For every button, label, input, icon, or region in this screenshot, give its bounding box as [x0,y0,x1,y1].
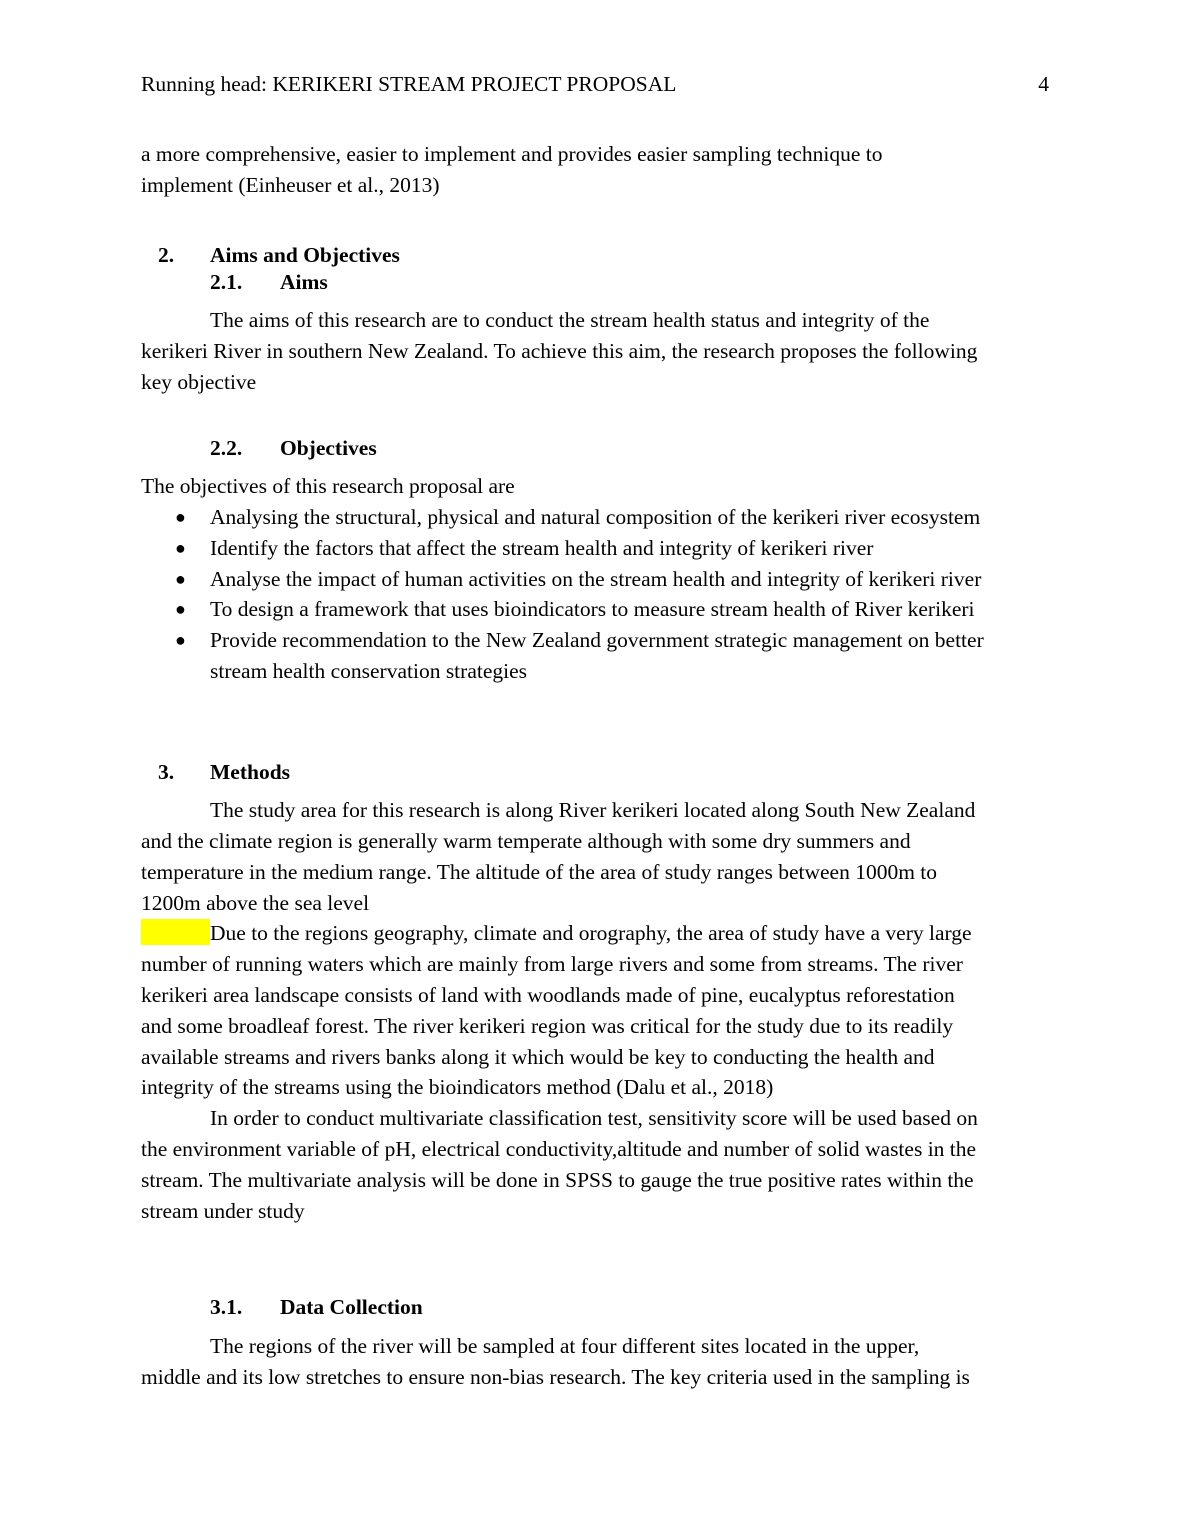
section-2-2-number: 2.2. [210,436,243,460]
methods-para2-line: number of running waters which are mainly from large rivers and some from streams. The river [141,952,963,976]
highlight-mark [141,919,210,945]
list-item: Analyse the impact of human activities on the stream health and integrity of kerikeri river [210,567,982,591]
methods-para2-line: integrity of the streams using the bioindicators method (Dalu et al., 2018) [141,1075,774,1099]
methods-para1-line: and the climate region is generally warm temperate although with some dry summers and [141,829,911,853]
section-2-heading: Aims and Objectives [210,243,400,267]
aims-line-1: The aims of this research are to conduct the stream health status and integrity of the [210,308,930,332]
section-2-number: 2. [158,243,175,267]
bullet-icon: ● [175,569,186,589]
aims-line-2: kerikeri River in southern New Zealand. To achieve this aim, the research proposes the following [141,339,978,363]
section-2-1-number: 2.1. [210,270,243,294]
bullet-icon: ● [175,630,186,650]
methods-para3-line: stream. The multivariate analysis will be done in SPSS to gauge the true positive rates within the [141,1168,974,1192]
section-2-1-heading: Aims [280,270,328,294]
section-3-1-number: 3.1. [210,1295,243,1319]
page-number: 4 [1038,72,1049,96]
section-2-2-heading: Objectives [280,436,377,460]
section-3-number: 3. [158,760,175,784]
data-collection-line-2: middle and its low stretches to ensure non-bias research. The key criteria used in the sampling is [141,1365,970,1389]
list-item: To design a framework that uses bioindicators to measure stream health of River kerikeri [210,597,975,621]
methods-para2-line: and some broadleaf forest. The river kerikeri region was critical for the study due to its readily [141,1014,954,1038]
list-item: Identify the factors that affect the stream health and integrity of kerikeri river [210,536,874,560]
methods-para2-line: Due to the regions geography, climate and orography, the area of study have a very large [210,921,972,945]
bullet-icon: ● [175,599,186,619]
intro-line-2: implement (Einheuser et al., 2013) [141,173,440,197]
section-3-1-heading: Data Collection [280,1295,423,1319]
aims-line-3: key objective [141,370,257,394]
running-header [141,71,1049,97]
methods-para2-line: available streams and rivers banks along it which would be key to conducting the health and [141,1045,935,1069]
list-item-continuation: stream health conservation strategies [210,659,528,683]
bullet-icon: ● [175,538,186,558]
section-3-heading: Methods [210,760,291,784]
bullet-icon: ● [175,507,186,527]
list-item: Provide recommendation to the New Zealand government strategic management on better [210,628,984,652]
methods-para3-line: the environment variable of pH, electrical conductivity,altitude and number of solid wastes in the [141,1137,977,1161]
methods-para1-line: 1200m above the sea level [141,891,370,915]
objectives-intro: The objectives of this research proposal are [141,474,515,498]
methods-para1-line: The study area for this research is along River kerikeri located along South New Zealand [210,798,976,822]
methods-para1-line: temperature in the medium range. The altitude of the area of study ranges between 1000m to [141,860,938,884]
methods-para3-line: stream under study [141,1199,305,1223]
data-collection-line-1: The regions of the river will be sampled at four different sites located in the upper, [210,1334,920,1358]
running-head-text: Running head: KERIKERI STREAM PROJECT PROPOSAL [141,72,677,96]
methods-para2-line: kerikeri area landscape consists of land with woodlands made of pine, eucalyptus reforestation [141,983,955,1007]
list-item: Analysing the structural, physical and natural composition of the kerikeri river ecosystem [210,505,981,529]
methods-para3-line: In order to conduct multivariate classification test, sensitivity score will be used based on [210,1106,978,1130]
intro-line-1: a more comprehensive, easier to implement and provides easier sampling technique to [141,142,883,166]
